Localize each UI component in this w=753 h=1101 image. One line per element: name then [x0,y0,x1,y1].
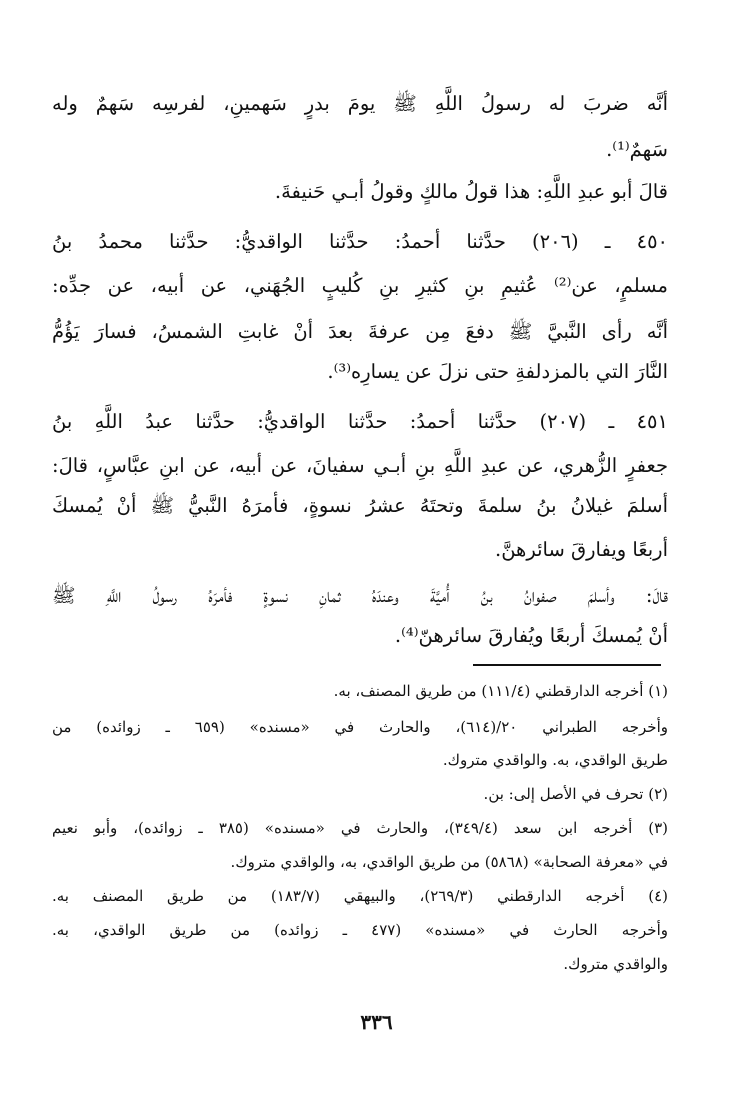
body-line-2: سَهمٌ⁽¹⁾. [606,138,668,161]
body-line-6: أنَّه رأى النَّبيَّ ﷺ دفعَ مِن عرفةَ بعدَ أنْ غابتِ الشمسُ، فسارَ يَؤُمُّ [52,320,668,343]
body-line-3: قالَ أبو عبدِ اللَّهِ: هذا قولُ مالكٍ وقولُ أبـي حَنيفةَ. [274,180,668,203]
body-line-1: أنَّه ضربَ له رسولُ اللَّهِ ﷺ يومَ بدرٍ سَهمينِ، لفرسِه سَهمٌ وله [52,92,668,115]
body-line-13: أنْ يُمسكَ أربعًا ويُفارقَ سائرهنّ⁽⁴⁾. [394,624,668,647]
body-line-7: النَّارَ التي بالمزدلفةِ حتى نزلَ عن يسارِه⁽³⁾. [327,360,668,383]
footnote-line-2: وأخرجه الطبراني ٢٠/(٦١٤)، والحارث في «مسنده» (٦٥٩ ـ زوائده) من [52,718,668,736]
footnote-line-4: (٢) تحرف في الأصل إلى: بن. [483,785,668,803]
footnote-line-8: وأخرجه الحارث في «مسنده» (٤٧٧ ـ زوائده) من طريق الواقدي، به. [52,921,668,939]
body-line-11: أربعًا ويفارقَ سائرهنَّ. [495,538,668,561]
body-line-12: قالَ: وأسلمَ صفوانُ بنُ أُميَّةَ وعندَهُ ثمانِ نسوةٍ فأمرَهُ رسولُ اللَّهِ ﷺ [52,584,668,607]
footnote-line-3: طريق الواقدي، به. والواقدي متروك. [442,751,668,769]
body-line-10: أسلمَ غيلانُ بنُ سلمةَ وتحتَهُ عشرُ نسوةٍ، فأمرَهُ النَّبيُّ ﷺ أنْ يُمسكَ [52,494,668,517]
footnote-line-6: في «معرفة الصحابة» (٥٨٦٨) من طريق الواقدي، به، والواقدي متروك. [230,853,668,871]
page-number: ٣٣٦ [360,1010,393,1034]
body-line-8: ٤٥١ ـ (٢٠٧) حدَّثنا أحمدُ: حدَّثنا الواقديُّ: حدَّثنا عبدُ اللَّهِ بنُ [52,410,668,433]
body-line-5: مسلمٍ، عن⁽²⁾ عُثيمِ بنِ كثيرِ بنِ كُليبٍ الجُهَني، عن أبيه، عن جدِّه: [52,274,668,297]
footnote-line-9: والواقدي متروك. [563,955,668,973]
footnote-line-7: (٤) أخرجه الدارقطني (٢٦٩/٣)، والبيهقي (١٨٣/٧) من طريق المصنف به. [52,887,668,905]
body-line-9: جعفرٍ الزُّهري، عن عبدِ اللَّهِ بنِ أبـي سفيانَ، عن أبيه، عن ابنِ عبَّاسٍ، قالَ: [52,454,668,477]
footnote-line-1: (١) أخرجه الدارقطني (١١١/٤) من طريق المصنف، به. [333,682,668,700]
footnote-separator [473,664,661,666]
footnote-line-5: (٣) أخرجه ابن سعد (٣٤٩/٤)، والحارث في «مسنده» (٣٨٥ ـ زوائده)، وأبو نعيم [52,819,668,837]
body-line-4: ٤٥٠ ـ (٢٠٦) حدَّثنا أحمدُ: حدَّثنا الواقديُّ: حدَّثنا محمدُ بنُ [52,230,668,253]
